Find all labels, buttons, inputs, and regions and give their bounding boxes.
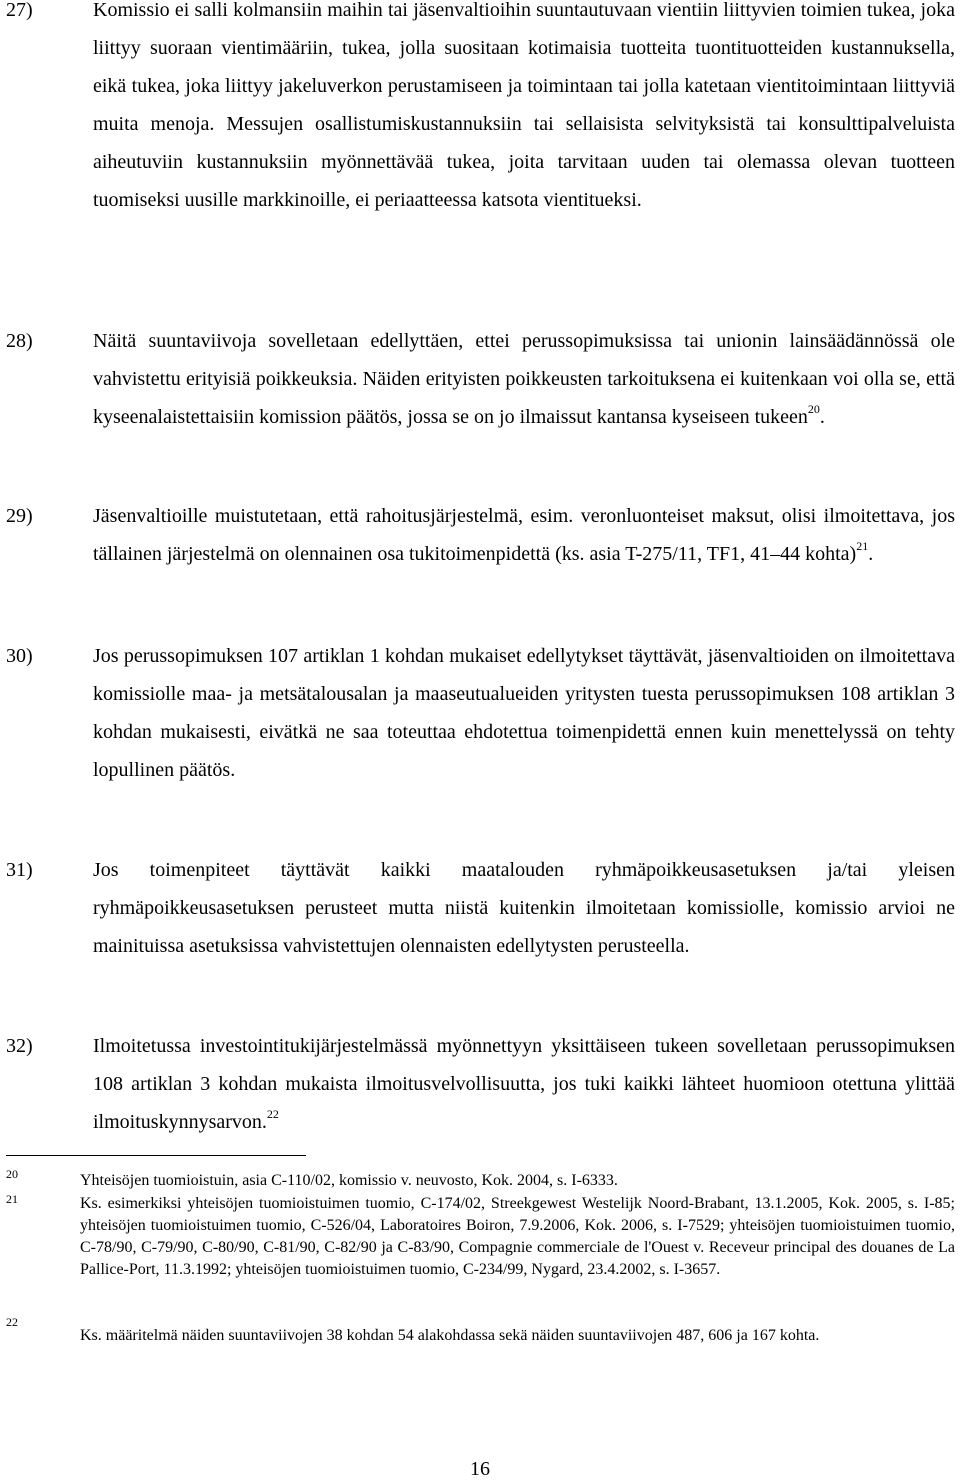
- paragraph-text: Ilmoitetussa investointitukijärjestelmässä myönnettyyn yksittäiseen tukeen sovelletaan perussopimuksen 108 artiklan 3 kohdan mukaista ilmoitusvelvollisuutta, jos tuki kaikki lähteet huomioon otettuna ylittää ilmoituskynnysarvon.$^{22}$: [93, 1035, 955, 1133]
- footnote-ref-21[interactable]: 21: [856, 539, 869, 554]
- paragraph-text: Jos perussopimuksen 107 artiklan 1 kohdan mukaiset edellytykset täyttävät, jäsenvaltioiden on ilmoitettava komissiolle maa- ja metsätalousalan ja maaseutualueiden yritysten tuesta perussopimuksen 108 artiklan 3 kohdan mukaisesti, eivätkä ne saa toteuttaa ehdotettua toimenpidettä ennen kuin menettelyssä on tehty lopullinen päätös.: [93, 645, 955, 781]
- footnote-number: 21: [6, 1192, 18, 1206]
- footnote-ref-20[interactable]: 20: [807, 402, 820, 417]
- paragraph-text: Komissio ei salli kolmansiin maihin tai jäsenvaltioihin suuntautuvaan vientiin liittyvien toimien tukea, joka liittyy suoraan vientimääriin, tukea, jolla suositaan kotimaisia tuotteita tuontituotteiden kustannuksella, eikä tukea, joka liittyy jakeluverkon perustamiseen ja toimintaan tai jolla katetaan vientitoimintaan liittyviä muita menoja. Messujen osallistumiskustannuksiin tai sellaisista selvityksistä tai konsulttipalveluista aiheutuviin kustannuksiin myönnettävää tukea, joita tarvitaan uuden tai olemassa olevan tuotteen tuomiseksi uusille markkinoille, ei periaatteessa katsota vientitueksi.: [93, 0, 955, 211]
- paragraph-text: Näitä suuntaviivoja sovelletaan edellyttäen, ettei perussopimuksissa tai unionin lainsäädännössä ole vahvistettu erityisiä poikkeuksia. Näiden erityisten poikkeusten tarkoituksena ei kuitenkaan voi olla se, että kyseenalaistettaisiin komission päätös, jossa se on jo ilmaissut kantansa kyseiseen tukeen$^{20}$.: [93, 330, 955, 428]
- footnote-number: 20: [6, 1167, 18, 1181]
- footnote-number: 22: [6, 1315, 18, 1329]
- footnote-separator: [6, 1155, 306, 1156]
- footnote-22: Ks. määritelmä näiden suuntaviivojen 38 kohdan 54 alakohdassa sekä näiden suuntaviivojen 487, 606 ja 167 kohta.: [80, 1327, 820, 1344]
- footnote-ref-22[interactable]: 22: [266, 1107, 279, 1122]
- paragraph-number: 31): [6, 859, 33, 881]
- paragraph-number: 27): [6, 0, 33, 21]
- paragraph-text: Jäsenvaltioille muistutetaan, että rahoitusjärjestelmä, esim. veronluonteiset maksut, olisi ilmoitettava, jos tällainen järjestelmä on olennainen osa tukitoimenpidettä (ks. asia T-275/11, TF1, 41–44 kohta)$^{21}$.: [93, 505, 955, 565]
- page-number: 16: [470, 1458, 490, 1480]
- paragraph-text: Jos toimenpiteet täyttävät kaikki maatalouden ryhmäpoikkeusasetuksen ja/tai yleisen ryhmäpoikkeusasetuksen perusteet mutta niistä kuitenkin ilmoitetaan komissiolle, komissio arvioi ne mainituissa asetuksissa vahvistettujen olennaisten edellytysten perusteella.: [93, 859, 955, 957]
- paragraph-number: 29): [6, 505, 33, 527]
- paragraph-number: 28): [6, 330, 33, 352]
- footnote-21: Ks. esimerkiksi yhteisöjen tuomioistuimen tuomio, C-174/02, Streekgewest Westelijk Noord-Brabant, 13.1.2005, Kok. 2005, s. I-85; yhteisöjen tuomioistuimen tuomio, C-526/04, Laboratoires Boiron, 7.9.2006, Kok. 2006, s. I-7529; yhteisöjen tuomioistuimen tuomio, C-78/90, C-79/90, C-80/90, C-81/90, C-82/90 ja C-83/90, Compagnie commerciale de l'Ouest v. Receveur principal des douanes de La Pallice-Port, 11.3.1992; yhteisöjen tuomioistuimen tuomio, C-234/99, Nygard, 23.4.2002, s. I-3657.: [80, 1195, 955, 1278]
- footnote-20: Yhteisöjen tuomioistuin, asia C-110/02, komissio v. neuvosto, Kok. 2004, s. I-6333.: [80, 1172, 618, 1189]
- paragraph-number: 30): [6, 645, 33, 667]
- paragraph-number: 32): [6, 1035, 33, 1057]
